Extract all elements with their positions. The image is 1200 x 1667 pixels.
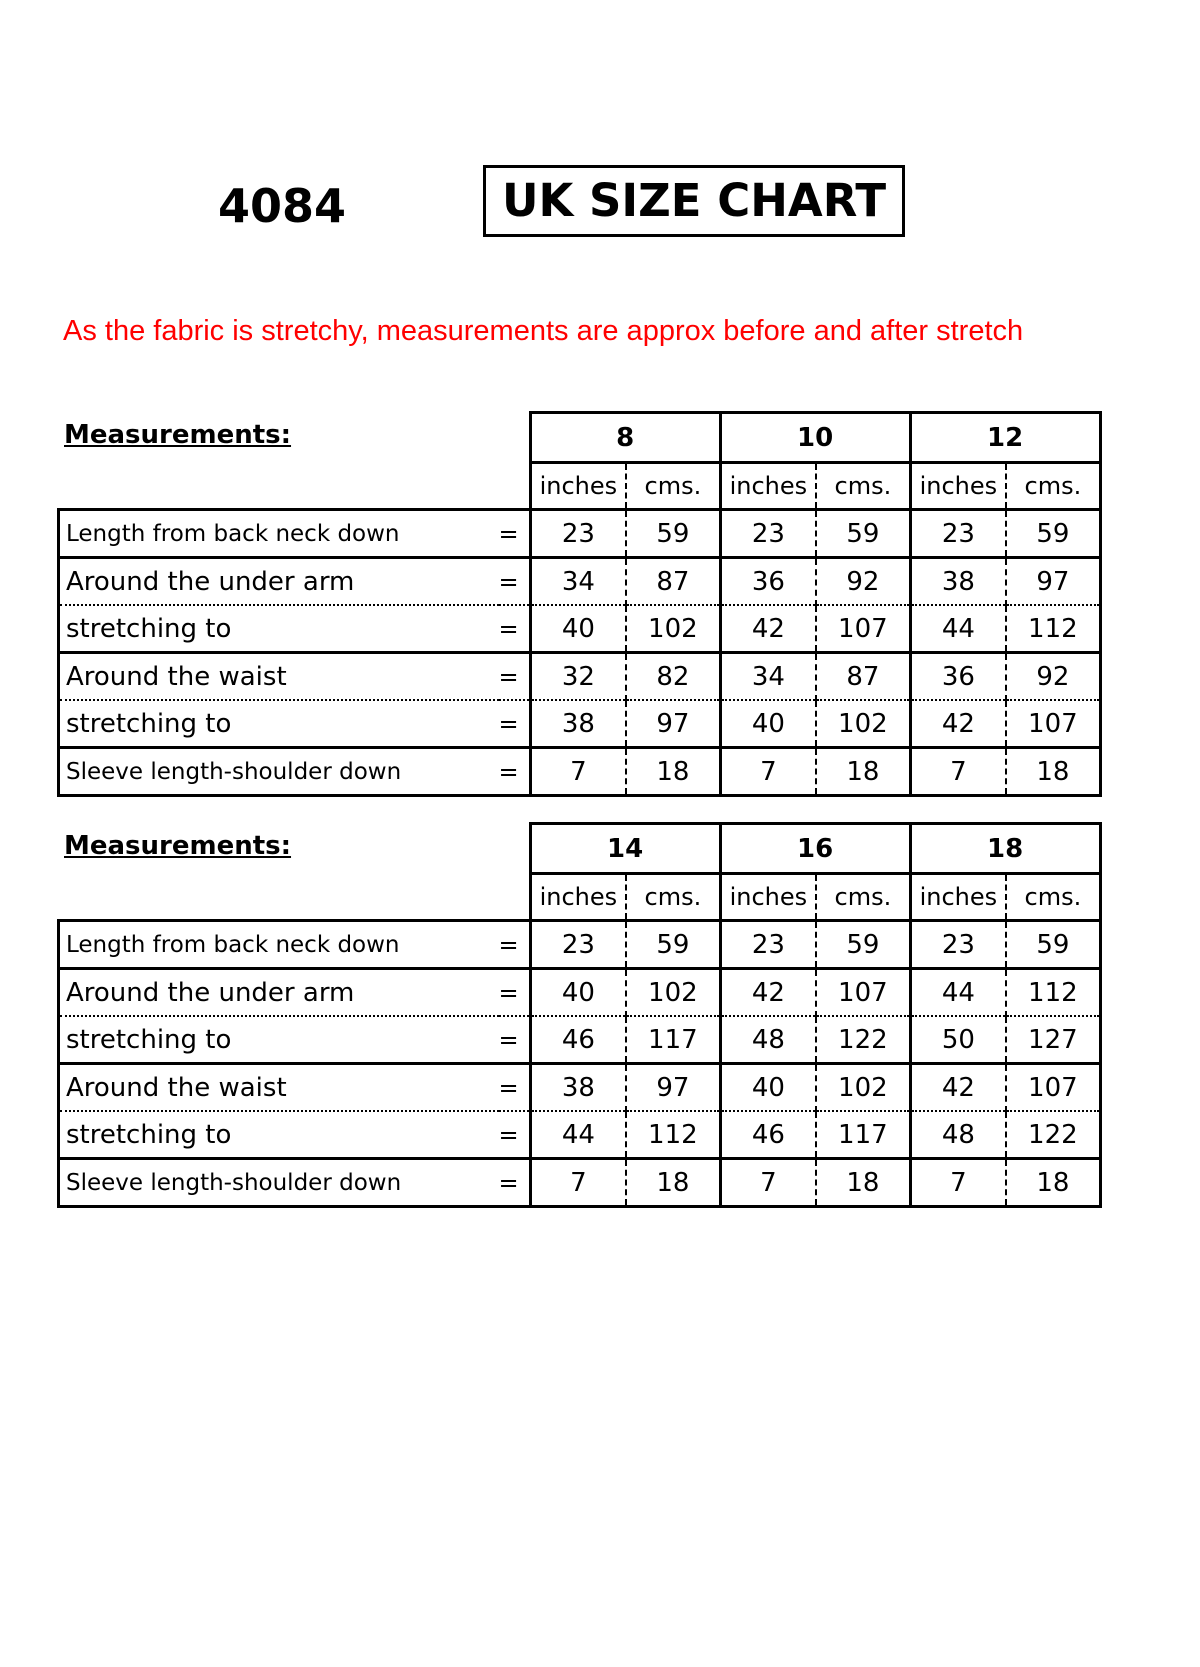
table-row xyxy=(59,700,1101,748)
value-inches: 38 xyxy=(910,558,1006,606)
value-inches: 23 xyxy=(910,921,1006,969)
value-inches: 48 xyxy=(720,1016,816,1064)
table-row xyxy=(59,1159,1101,1207)
product-code: 4084 xyxy=(218,179,347,233)
value-inches: 44 xyxy=(910,605,1006,653)
value-cms: 112 xyxy=(1006,605,1100,653)
measurement-label: Around the under arm xyxy=(59,558,499,606)
measurements-heading-1: Measurements: xyxy=(64,420,292,450)
value-cms: 59 xyxy=(626,921,720,969)
table-row xyxy=(59,921,1101,969)
value-inches: 23 xyxy=(720,510,816,558)
table-row xyxy=(59,558,1101,606)
value-cms: 107 xyxy=(816,969,910,1017)
unit-cms-label: cms. xyxy=(1006,874,1100,921)
measurement-label: Length from back neck down xyxy=(59,510,499,558)
measurements-heading-2: Measurements: xyxy=(64,831,292,861)
equals-sign: = xyxy=(499,653,531,701)
value-cms: 18 xyxy=(626,1159,720,1207)
value-cms: 102 xyxy=(816,1064,910,1112)
value-inches: 7 xyxy=(530,1159,626,1207)
value-inches: 34 xyxy=(720,653,816,701)
equals-sign: = xyxy=(499,1111,531,1159)
measurement-label: stretching to xyxy=(59,1111,499,1159)
table-row xyxy=(59,1064,1101,1112)
unit-inches-label: inches xyxy=(720,874,816,921)
units-spacer xyxy=(59,874,531,921)
header-spacer xyxy=(59,824,531,874)
value-inches: 40 xyxy=(720,700,816,748)
measurement-label: Sleeve length-shoulder down xyxy=(59,748,499,796)
value-cms: 18 xyxy=(816,1159,910,1207)
value-inches: 23 xyxy=(530,921,626,969)
value-cms: 112 xyxy=(626,1111,720,1159)
value-cms: 102 xyxy=(626,605,720,653)
unit-cms-label: cms. xyxy=(816,463,910,510)
value-cms: 107 xyxy=(1006,700,1100,748)
table-row xyxy=(59,969,1101,1017)
table-row xyxy=(59,1111,1101,1159)
equals-sign: = xyxy=(499,510,531,558)
size-header: 16 xyxy=(720,824,910,874)
value-inches: 7 xyxy=(530,748,626,796)
measurement-label: stretching to xyxy=(59,700,499,748)
unit-inches-label: inches xyxy=(910,463,1006,510)
unit-cms-label: cms. xyxy=(626,874,720,921)
value-cms: 59 xyxy=(1006,921,1100,969)
value-cms: 112 xyxy=(1006,969,1100,1017)
unit-cms-label: cms. xyxy=(626,463,720,510)
measurement-label: Around the waist xyxy=(59,1064,499,1112)
value-inches: 46 xyxy=(720,1111,816,1159)
table-row xyxy=(59,748,1101,796)
value-cms: 59 xyxy=(626,510,720,558)
value-inches: 23 xyxy=(910,510,1006,558)
measurement-label: Sleeve length-shoulder down xyxy=(59,1159,499,1207)
equals-sign: = xyxy=(499,700,531,748)
value-inches: 40 xyxy=(530,605,626,653)
value-inches: 40 xyxy=(530,969,626,1017)
value-inches: 40 xyxy=(720,1064,816,1112)
stretch-note: As the fabric is stretchy, measurements are approx before and after stretch xyxy=(63,315,1024,347)
measurement-label: stretching to xyxy=(59,1016,499,1064)
unit-inches-label: inches xyxy=(720,463,816,510)
value-cms: 18 xyxy=(1006,748,1100,796)
equals-sign: = xyxy=(499,969,531,1017)
value-cms: 18 xyxy=(816,748,910,796)
value-cms: 18 xyxy=(626,748,720,796)
size-table-2 xyxy=(57,822,1102,1208)
measurement-label: stretching to xyxy=(59,605,499,653)
value-cms: 102 xyxy=(816,700,910,748)
value-inches: 44 xyxy=(530,1111,626,1159)
value-inches: 7 xyxy=(720,748,816,796)
value-inches: 36 xyxy=(720,558,816,606)
value-inches: 44 xyxy=(910,969,1006,1017)
value-cms: 122 xyxy=(1006,1111,1100,1159)
value-cms: 102 xyxy=(626,969,720,1017)
value-cms: 97 xyxy=(1006,558,1100,606)
value-inches: 48 xyxy=(910,1111,1006,1159)
value-cms: 92 xyxy=(1006,653,1100,701)
value-inches: 42 xyxy=(720,605,816,653)
unit-cms-label: cms. xyxy=(816,874,910,921)
value-cms: 92 xyxy=(816,558,910,606)
value-cms: 87 xyxy=(816,653,910,701)
value-inches: 42 xyxy=(910,700,1006,748)
value-cms: 97 xyxy=(626,700,720,748)
size-header: 14 xyxy=(530,824,720,874)
page-title: UK SIZE CHART xyxy=(483,165,905,237)
table-row xyxy=(59,653,1101,701)
value-cms: 107 xyxy=(816,605,910,653)
header-spacer xyxy=(59,413,531,463)
unit-inches-label: inches xyxy=(530,874,626,921)
value-inches: 46 xyxy=(530,1016,626,1064)
value-cms: 97 xyxy=(626,1064,720,1112)
value-inches: 7 xyxy=(910,1159,1006,1207)
value-cms: 59 xyxy=(1006,510,1100,558)
value-cms: 18 xyxy=(1006,1159,1100,1207)
size-table-1 xyxy=(57,411,1102,797)
value-inches: 7 xyxy=(720,1159,816,1207)
value-cms: 117 xyxy=(626,1016,720,1064)
value-inches: 7 xyxy=(910,748,1006,796)
table-row xyxy=(59,1016,1101,1064)
equals-sign: = xyxy=(499,748,531,796)
measurement-label: Around the waist xyxy=(59,653,499,701)
value-inches: 36 xyxy=(910,653,1006,701)
value-inches: 23 xyxy=(530,510,626,558)
table-row xyxy=(59,605,1101,653)
value-inches: 50 xyxy=(910,1016,1006,1064)
value-inches: 34 xyxy=(530,558,626,606)
units-spacer xyxy=(59,463,531,510)
size-header: 18 xyxy=(910,824,1100,874)
unit-inches-label: inches xyxy=(910,874,1006,921)
equals-sign: = xyxy=(499,558,531,606)
value-cms: 122 xyxy=(816,1016,910,1064)
equals-sign: = xyxy=(499,1064,531,1112)
value-cms: 87 xyxy=(626,558,720,606)
size-header: 8 xyxy=(530,413,720,463)
value-inches: 23 xyxy=(720,921,816,969)
size-header: 10 xyxy=(720,413,910,463)
value-cms: 117 xyxy=(816,1111,910,1159)
value-inches: 38 xyxy=(530,700,626,748)
table-row xyxy=(59,510,1101,558)
unit-cms-label: cms. xyxy=(1006,463,1100,510)
value-inches: 42 xyxy=(720,969,816,1017)
equals-sign: = xyxy=(499,605,531,653)
measurement-label: Length from back neck down xyxy=(59,921,499,969)
measurement-label: Around the under arm xyxy=(59,969,499,1017)
size-header: 12 xyxy=(910,413,1100,463)
value-inches: 38 xyxy=(530,1064,626,1112)
equals-sign: = xyxy=(499,921,531,969)
equals-sign: = xyxy=(499,1016,531,1064)
value-inches: 42 xyxy=(910,1064,1006,1112)
value-cms: 127 xyxy=(1006,1016,1100,1064)
value-inches: 32 xyxy=(530,653,626,701)
value-cms: 59 xyxy=(816,921,910,969)
value-cms: 107 xyxy=(1006,1064,1100,1112)
value-cms: 82 xyxy=(626,653,720,701)
unit-inches-label: inches xyxy=(530,463,626,510)
equals-sign: = xyxy=(499,1159,531,1207)
value-cms: 59 xyxy=(816,510,910,558)
